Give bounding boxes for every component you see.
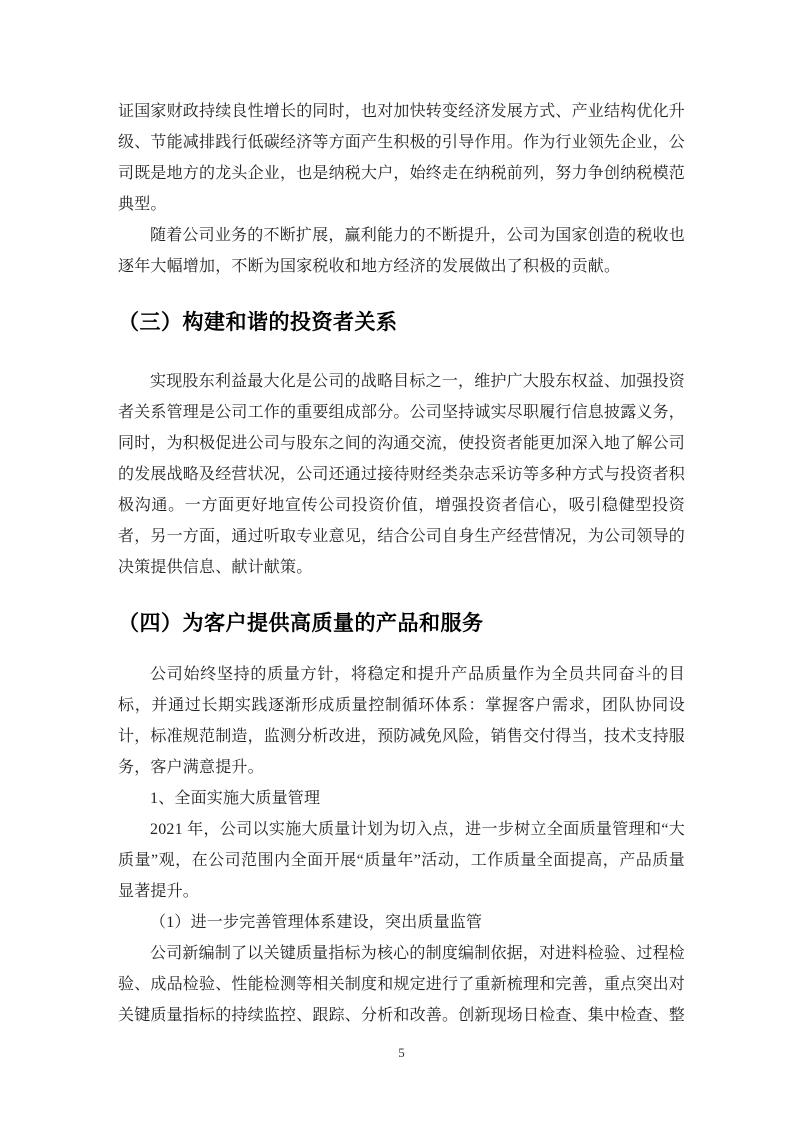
paragraph-tax-contribution: 随着公司业务的不断扩展，赢利能力的不断提升，公司为国家创造的税收也逐年大幅增加，不断为国家税收和地方经济的发展做出了积极的贡献。 [118, 227, 685, 275]
page-number: 5 [398, 1045, 405, 1060]
paragraph-investor-relations: 实现股东利益最大化是公司的战略目标之一，维护广大股东权益、加强投资者关系管理是公司工作的重要组成部分。公司坚持诚实尽职履行信息披露义务，同时，为积极促进公司与股东之间的沟通交流，使投资者能更加深入地了解公司的发展战略及经营状况，公司还通过接待财经类杂志采访等多种方式与投资者积极沟通。一方面更好地宣传公司投资价值，增强投资者信心，吸引稳健型投资者，另一方面，通过听取专业意见，结合公司自身生产经营情况，为公司领导的决策提供信息、献计献策。 [118, 373, 686, 576]
heading-section-4-product-quality: （四）为客户提供高质量的产品和服务 [118, 612, 484, 635]
subheading-total-quality-management: 1、全面实施大质量管理 [150, 790, 321, 807]
subheading-management-system: （1）进一步完善管理体系建设，突出质量监管 [150, 914, 483, 931]
heading-section-3-investor-relations: （三）构建和谐的投资者关系 [118, 311, 398, 334]
paragraph-quality-2021: 2021 年，公司以实施大质量计划为切入点，进一步树立全面质量管理和“大质量”观，在公司范围内全面开展“质量年”活动，工作质量全面提高，产品质量显著提升。 [118, 821, 685, 900]
paragraph-quality-policy: 公司始终坚持的质量方针，将稳定和提升产品质量作为全员共同奋斗的目标，并通过长期实践逐渐形成质量控制循环体系：掌握客户需求，团队协同设计，标准规范制造，监测分析改进，预防减免风险，销售交付得当，技术支持服务，客户满意提升。 [118, 666, 686, 776]
paragraph-tax-continuation: 证国家财政持续良性增长的同时，也对加快转变经济发展方式、产业结构优化升级、节能减排践行低碳经济等方面产生积极的引导作用。作为行业领先企业，公司既是地方的龙头企业，也是纳税大户，始终走在纳税前列，努力争创纳税模范典型。 [118, 103, 686, 213]
paragraph-quality-system: 公司新编制了以关键质量指标为核心的制度编制依据，对进料检验、过程检验、成品检验、性能检测等相关制度和规定进行了重新梳理和完善，重点突出对关键质量指标的持续监控、跟踪、分析和改善。创新现场日检查、集中检查、整 [118, 945, 686, 1024]
